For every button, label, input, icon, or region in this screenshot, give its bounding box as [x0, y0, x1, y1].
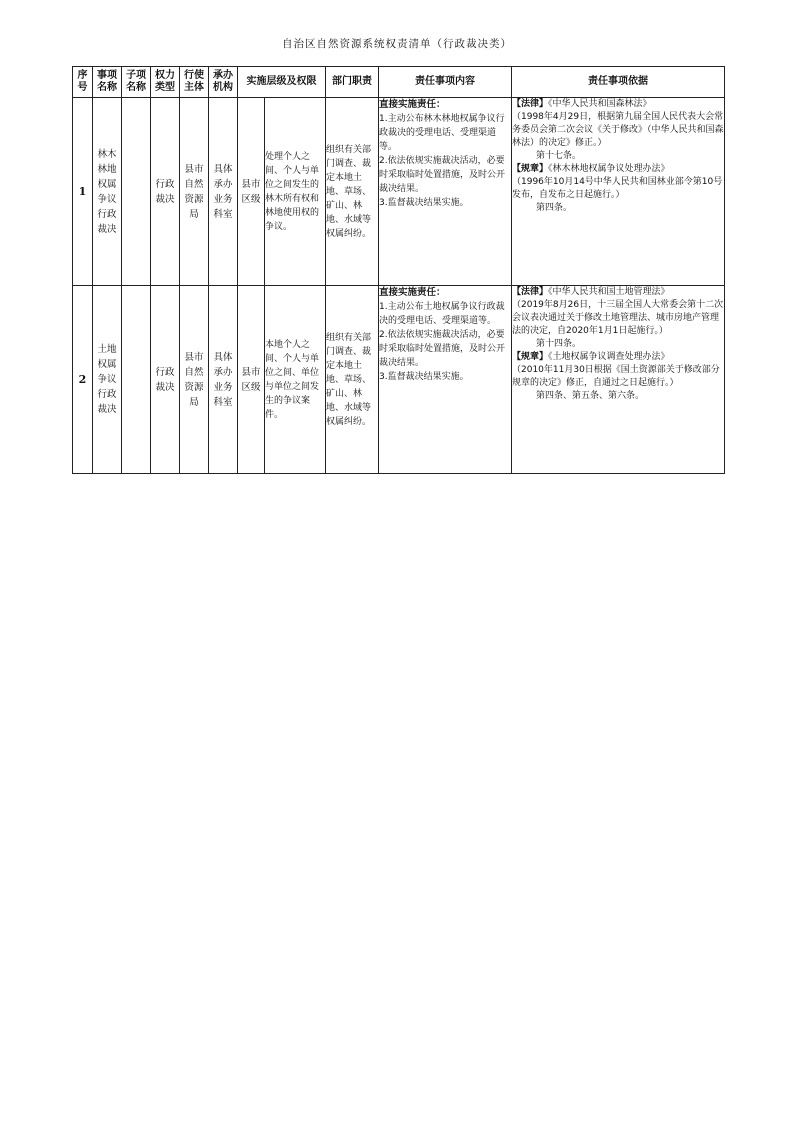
- row-authority: 处理个人之间、个人与单位之间发生的林木所有权和林地使用权的争议。: [265, 98, 326, 286]
- resp-lead: 直接实施责任：: [379, 287, 446, 298]
- basis-line: （1996年10月14号中华人民共和国林业部令第10号发布，自发布之日起施行。）: [512, 177, 723, 200]
- basis-article: 第十七条。: [536, 151, 582, 161]
- row-item-name: 土地权属争议行政裁决: [93, 286, 122, 474]
- table-header-row: [73, 67, 725, 98]
- row-item-name: 林木林地权属争议行政裁决: [93, 98, 122, 286]
- header-dept-duty: 部门职责: [326, 67, 379, 98]
- resp-item: 1.主动公布土地权属争议行政裁决的受理电话、受理渠道等。: [379, 302, 505, 326]
- row-seq: 1: [73, 98, 93, 286]
- row-sub-item-name: [122, 286, 151, 474]
- row-sub-item-name: [122, 98, 151, 286]
- row-exercising-subject: 县市自然资源局: [180, 286, 209, 474]
- row-responsibility-content: [379, 98, 512, 286]
- row-level: 县市区级: [238, 286, 265, 474]
- header-item-name: 事项名称: [93, 67, 122, 98]
- row-authority: 本地个人之间、个人与单位之间、单位与单位之间发生的争议案件。: [265, 286, 326, 474]
- row-responsibility-basis: [512, 98, 725, 286]
- header-responsibility-basis: 责任事项依据: [512, 67, 725, 98]
- page-title: 自治区自然资源系统权责清单（行政裁决类）: [282, 38, 512, 50]
- table-row: [73, 286, 725, 474]
- resp-lead: 直接实施责任：: [379, 99, 446, 110]
- row-handling-office: 具体承办业务科室: [209, 98, 238, 286]
- resp-item: 2.依法依规实施裁决活动，必要时采取临时处置措施，及时公开裁决结果。: [379, 156, 506, 194]
- header-responsibility-content: 责任事项内容: [379, 67, 512, 98]
- table-row: [73, 98, 725, 286]
- header-power-type: 权力类型: [151, 67, 180, 98]
- basis-line: （1998年4月29日，根据第九届全国人民代表大会常务委员会第二次会议《关于修改》（中华人民共和国森林法）的决定》修正。）: [512, 112, 724, 148]
- basis-line: 【规章】《林木林地权属争议处理办法》: [512, 164, 670, 174]
- row-seq: 2: [73, 286, 93, 474]
- basis-line: 【规章】《土地权属争议调查处理办法》: [512, 352, 670, 362]
- row-power-type: 行政裁决: [151, 98, 180, 286]
- row-responsibility-basis: [512, 286, 725, 474]
- header-sub-item-name: 子项名称: [122, 67, 151, 98]
- header-exercising-subject: 行使主体: [180, 67, 209, 98]
- basis-article: 第十四条。: [536, 339, 582, 349]
- responsibility-table: [72, 66, 725, 474]
- row-exercising-subject: 县市自然资源局: [180, 98, 209, 286]
- row-level: 县市区级: [238, 98, 265, 286]
- row-power-type: 行政裁决: [151, 286, 180, 474]
- resp-item: 3.监督裁决结果实施。: [379, 372, 469, 382]
- basis-article: 第四条、第五条、第六条。: [536, 391, 645, 401]
- header-seq: 序号: [73, 67, 93, 98]
- row-responsibility-content: [379, 286, 512, 474]
- basis-line: （2019年8月26日，十三届全国人大常委会第十二次会议表决通过关于修改土地管理法、城市房地产管理法的决定，自2020年1月1日起施行。）: [512, 300, 724, 336]
- resp-item: 2.依法依规实施裁决活动，必要时采取临时处置措施，及时公开裁决结果。: [379, 330, 506, 368]
- row-dept-duty: 组织有关部门调查、裁定本地土地、草场、矿山、林地、水域等权属纠纷。: [326, 286, 379, 474]
- resp-item: 3.监督裁决结果实施。: [379, 198, 469, 208]
- row-dept-duty: 组织有关部门调查、裁定本地土地、草场、矿山、林地、水域等权属纠纷。: [326, 98, 379, 286]
- basis-article: 第四条。: [536, 203, 573, 213]
- row-handling-office: 具体承办业务科室: [209, 286, 238, 474]
- basis-line: 【法律】《中华人民共和国森林法》: [512, 99, 652, 109]
- header-implementation-level: 实施层级及权限: [238, 67, 326, 98]
- basis-line: 【法律】《中华人民共和国土地管理法》: [512, 287, 670, 297]
- header-handling-office: 承办机构: [209, 67, 238, 98]
- resp-item: 1.主动公布林木林地权属争议行政裁决的受理电话、受理渠道等。: [379, 114, 505, 152]
- basis-line: （2010年11月30日根据《国土资源部关于修改部分规章的决定》修正，自通过之日起施行。）: [512, 365, 720, 388]
